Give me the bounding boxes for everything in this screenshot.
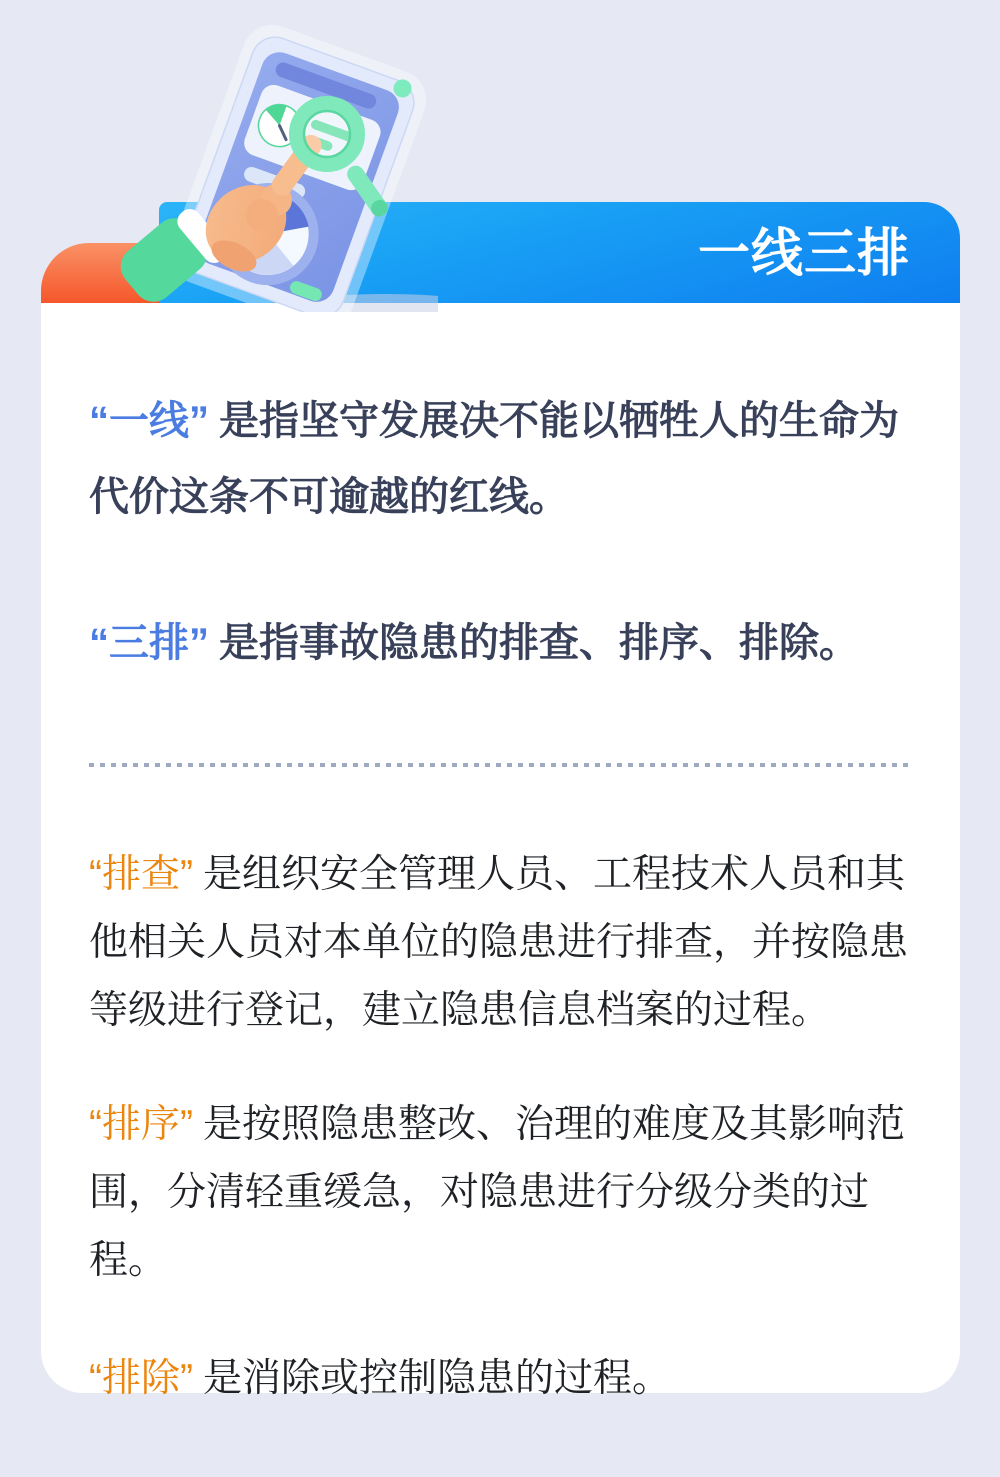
definition-paicha-text: 是组织安全管理人员、工程技术人员和其他相关人员对本单位的隐患进行排查，并按隐患等级进行登记，建立隐患信息档案的过程。 <box>89 853 909 1032</box>
definition-sanpai-text: 是指事故隐患的排查、排序、排除。 <box>219 621 859 665</box>
dashed-divider <box>89 763 912 767</box>
term-paichu: “排除” <box>89 1357 193 1400</box>
term-paixu: “排序” <box>89 1103 193 1146</box>
page-title: 一线三排 <box>697 225 910 283</box>
definition-sanpai <box>89 605 912 681</box>
term-yixian: “一线” <box>89 399 209 443</box>
term-sanpai: “三排” <box>89 621 209 665</box>
definition-yixian-text: 是指坚守发展决不能以牺牲人的生命为代价这条不可逾越的红线。 <box>89 399 899 519</box>
definition-paixu <box>89 1091 912 1295</box>
definition-paichu-text: 是消除或控制隐患的过程。 <box>202 1357 671 1400</box>
term-paicha: “排查” <box>89 853 193 896</box>
content-card <box>41 303 960 1400</box>
definition-yixian <box>89 383 912 535</box>
definition-paichu <box>89 1345 912 1413</box>
definition-paicha <box>89 841 912 1045</box>
definition-paixu-text: 是按照隐患整改、治理的难度及其影响范围，分清轻重缓急，对隐患进行分级分类的过程。 <box>89 1103 905 1282</box>
dashboard-illustration <box>86 20 438 312</box>
